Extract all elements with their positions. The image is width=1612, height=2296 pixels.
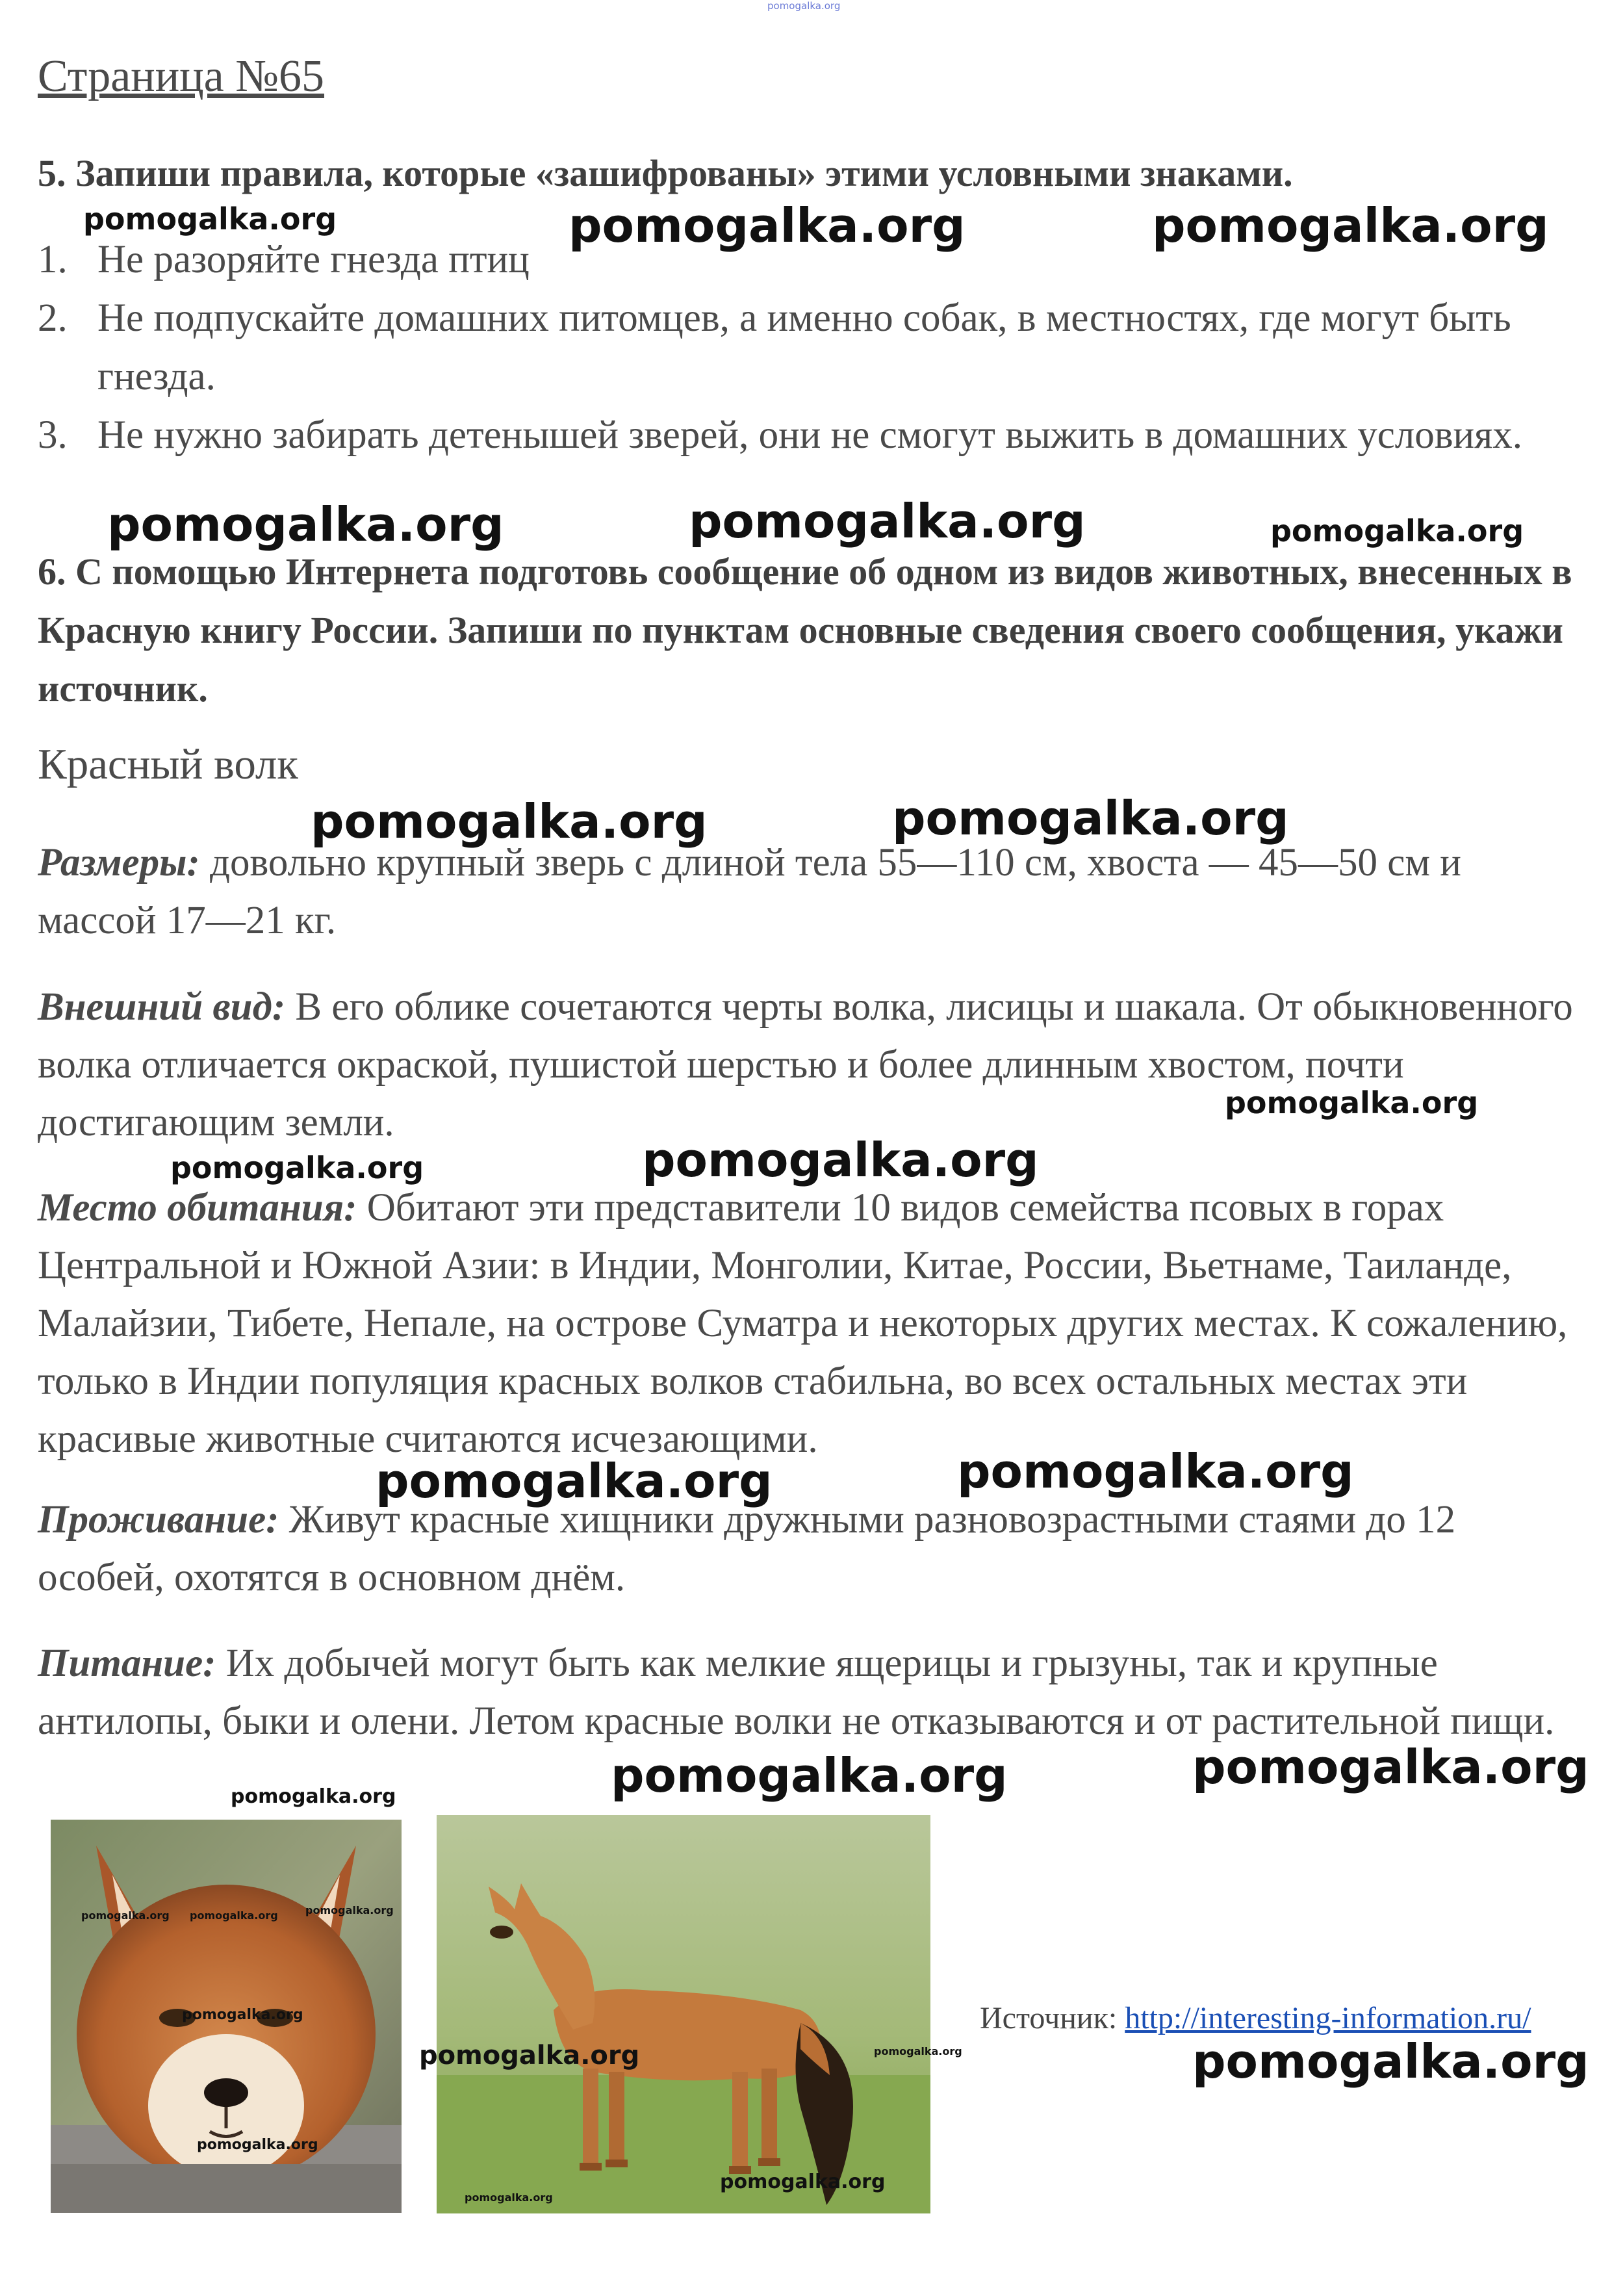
watermark-text: pomogalka.org [1152,198,1549,253]
section-habitat [38,1179,1584,1468]
section-food [38,1634,1584,1750]
task5-list [38,231,1584,465]
section-heading: Место обитания: [38,1186,357,1230]
watermark-text: pomogalka.org [81,1909,170,1922]
watermark-text: pomogalka.org [720,2171,886,2193]
section-sizes [38,834,1584,949]
section-heading: Питание: [38,1642,216,1685]
section-heading: Внешний вид: [38,985,286,1029]
watermark-text: pomogalka.org [190,1909,278,1922]
section-text: Живут красные хищники дружными разновозрастными стаями до 12 особей, охотятся в основном днём. [38,1498,1456,1599]
list-item [38,406,1584,465]
wolf-standing-photo [437,1815,930,2213]
source-label: Источник: [980,2001,1125,2035]
watermark-text: pomogalka.org [689,494,1086,548]
section-heading: Размеры: [38,841,200,884]
watermark-text: pomogalka.org [874,2045,962,2057]
watermark-text: pomogalka.org [1225,1085,1479,1120]
task6-heading: 6. С помощью Интернета подготовь сообщение об одном из видов животных, внесенных в Красную книгу России. Запиши по пунктам основные сведения своего сообщения, укажи источник. [38,550,1572,710]
source-line [980,2000,1531,2036]
section-living [38,1491,1584,1606]
watermark-text: pomogalka.org [465,2191,553,2204]
top-watermark: pomogalka.org [767,0,841,12]
list-item-number: 3. [38,413,68,457]
page-title: Страница №65 [38,51,325,101]
section-appearance [38,978,1584,1152]
section-text: В его облике сочетаются черты волка, лисицы и шакала. От обыкновенного волка отличается окраской, пушистой шерстью и более длинным хвостом, почти достигающим земли. [38,985,1573,1144]
watermark-text: pomogalka.org [892,791,1289,845]
section-heading: Проживание: [38,1498,279,1541]
watermark-text: pomogalka.org [611,1748,1008,1803]
list-item-text: Не подпускайте домашних питомцев, а именно собак, в местностях, где могут быть гнезда. [97,296,1511,398]
watermark-text: pomogalka.org [170,1150,424,1185]
list-item-text: Не разоряйте гнезда птиц [97,238,530,281]
watermark-text: pomogalka.org [419,2041,640,2070]
watermark-text: pomogalka.org [1270,513,1524,548]
section-text: Их добычей могут быть как мелкие ящерицы и грызуны, так и крупные антилопы, быки и олени. Летом красные волки не отказываются и от растительной пищи. [38,1642,1555,1743]
list-item [38,289,1584,406]
watermark-text: pomogalka.org [231,1785,396,1808]
watermark-text: pomogalka.org [376,1454,773,1508]
watermark-text: pomogalka.org [305,1904,394,1916]
source-link[interactable]: http://interesting-information.ru/ [1125,2001,1531,2035]
watermark-text: pomogalka.org [83,201,337,237]
list-item-number: 2. [38,296,68,340]
wolf-standing-illustration [437,1815,930,2213]
section-text: Обитают эти представители 10 видов семейства псовых в горах Центральной и Южной Азии: в Индии, Монголии, Китае, России, Вьетнаме, Таиланде, Малайзии, Тибете, Непале, на острове Суматра и некоторых других местах. К сожалению, только в Индии популяция красных волков стабильна, во всех остальных местах эти красивые животные считаются исчезающими. [38,1186,1568,1461]
watermark-text: pomogalka.org [569,198,966,253]
task5-heading: 5. Запиши правила, которые «зашифрованы» этими условными знаками. [38,152,1293,194]
watermark-text: pomogalka.org [182,2007,303,2023]
list-item-text: Не нужно забирать детенышей зверей, они не смогут выжить в домашних условиях. [97,413,1522,457]
watermark-text: pomogalka.org [642,1133,1039,1187]
watermark-text: pomogalka.org [1192,2034,1589,2089]
watermark-text: pomogalka.org [197,2137,318,2153]
watermark-text: pomogalka.org [311,794,708,849]
section-text: довольно крупный зверь с длиной тела 55—110 см, хвоста — 45—50 см и массой 17—21 кг. [38,841,1461,942]
watermark-text: pomogalka.org [107,497,504,552]
watermark-text: pomogalka.org [1192,1740,1589,1794]
list-item-number: 1. [38,238,68,281]
animal-title: Красный волк [38,740,298,788]
watermark-text: pomogalka.org [957,1444,1354,1499]
